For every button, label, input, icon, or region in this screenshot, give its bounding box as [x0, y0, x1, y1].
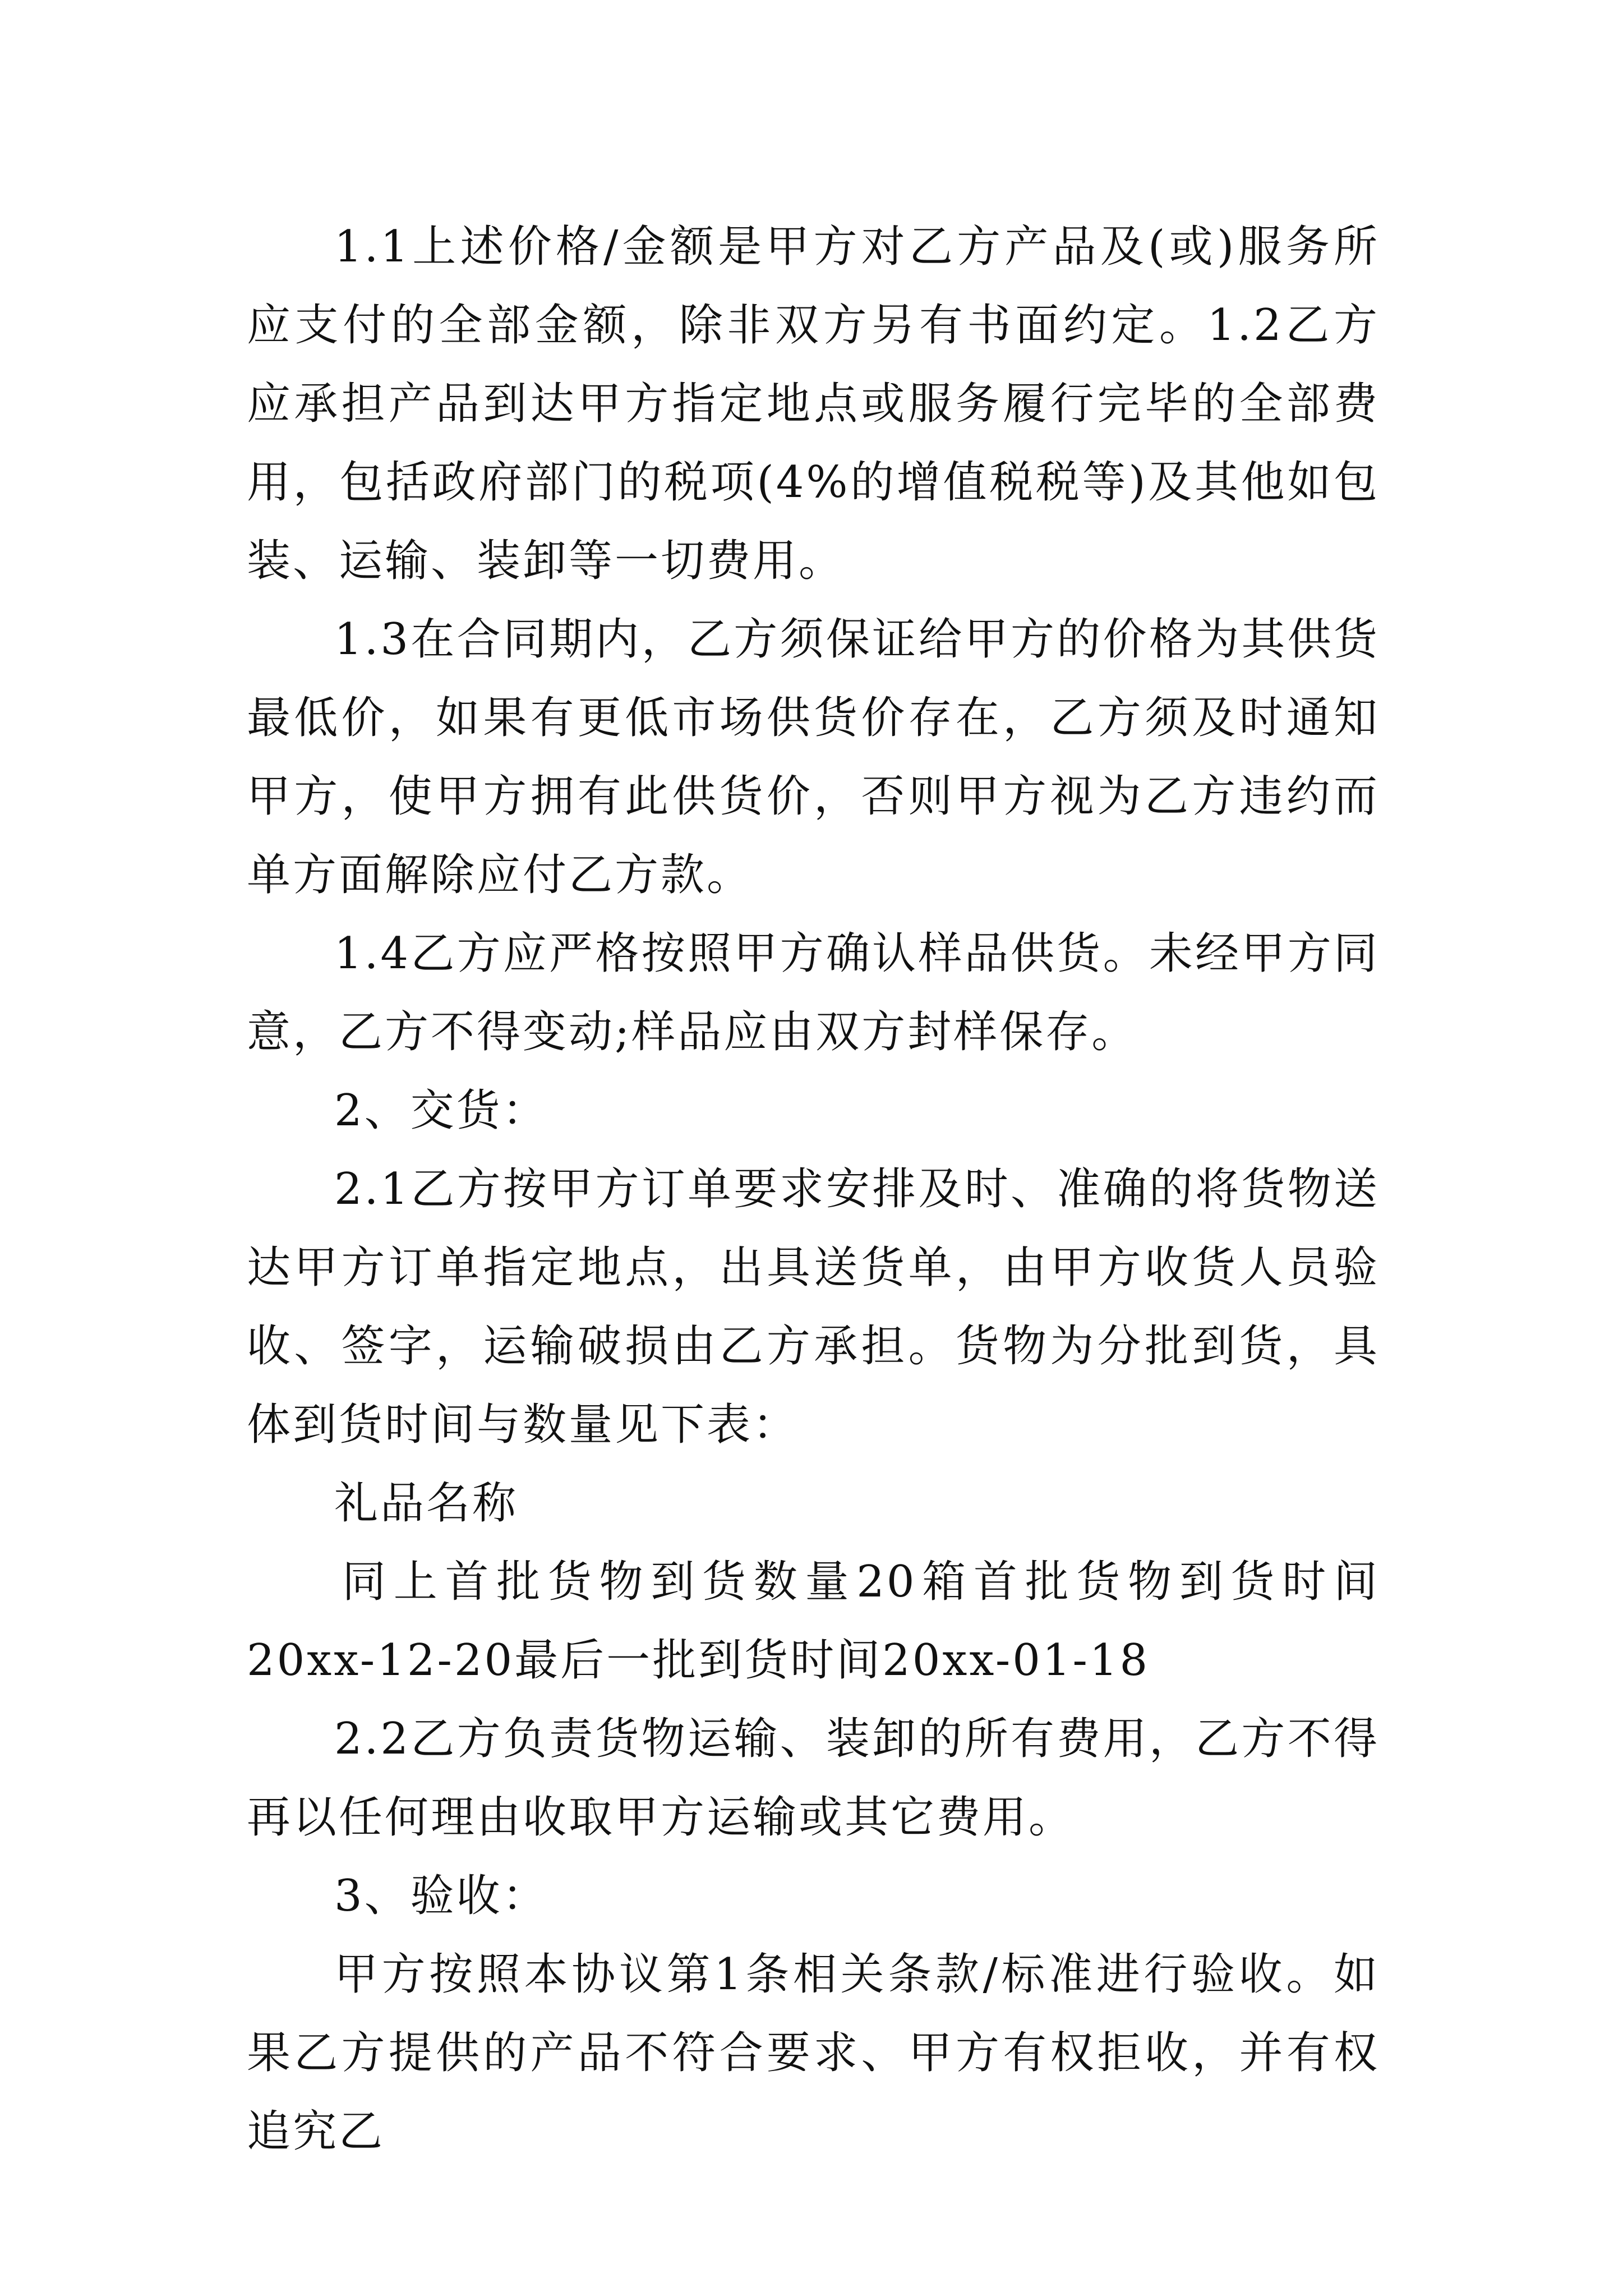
paragraph-1-1-price: 1.1上述价格/金额是甲方对乙方产品及(或)服务所应支付的全部金额，除非双方另有书面约定。1.2乙方应承担产品到达甲方指定地点或服务履行完毕的全部费用，包括政府部门的税项(4%的增值税税等)及其他如包装、运输、装卸等一切费用。 — [247, 222, 1380, 586]
gift-name-label: 礼品名称 — [334, 1478, 519, 1529]
paragraph-1-4-samples: 1.4乙方应严格按照甲方确认样品供货。未经甲方同意，乙方不得变动;样品应由双方封样保存。 — [247, 928, 1380, 1057]
delivery-schedule: 同上首批货物到货数量20箱首批货物到货时间20xx-12-20最后一批到货时间20xx-01-18 — [247, 1557, 1380, 1686]
paragraph-acceptance: 甲方按照本协议第1条相关条款/标准进行验收。如果乙方提供的产品不符合要求、甲方有权拒收，并有权追究乙 — [247, 1949, 1380, 2157]
paragraph-2-2-transport-fees: 2.2乙方负责货物运输、装卸的所有费用，乙方不得再以任何理由收取甲方运输或其它费用。 — [247, 1714, 1380, 1843]
paragraph-1-3-lowest-price: 1.3在合同期内，乙方须保证给甲方的价格为其供货最低价，如果有更低市场供货价存在，乙方须及时通知甲方，使甲方拥有此供货价，否则甲方视为乙方违约而单方面解除应付乙方款。 — [247, 614, 1380, 900]
paragraph-2-1-delivery: 2.1乙方按甲方订单要求安排及时、准确的将货物送达甲方订单指定地点，出具送货单，由甲方收货人员验收、签字，运输破损由乙方承担。货物为分批到货，具体到货时间与数量见下表： — [247, 1164, 1380, 1450]
heading-delivery: 2、交货： — [334, 1085, 548, 1136]
document-body — [247, 208, 1380, 2171]
heading-acceptance: 3、验收： — [334, 1871, 548, 1921]
